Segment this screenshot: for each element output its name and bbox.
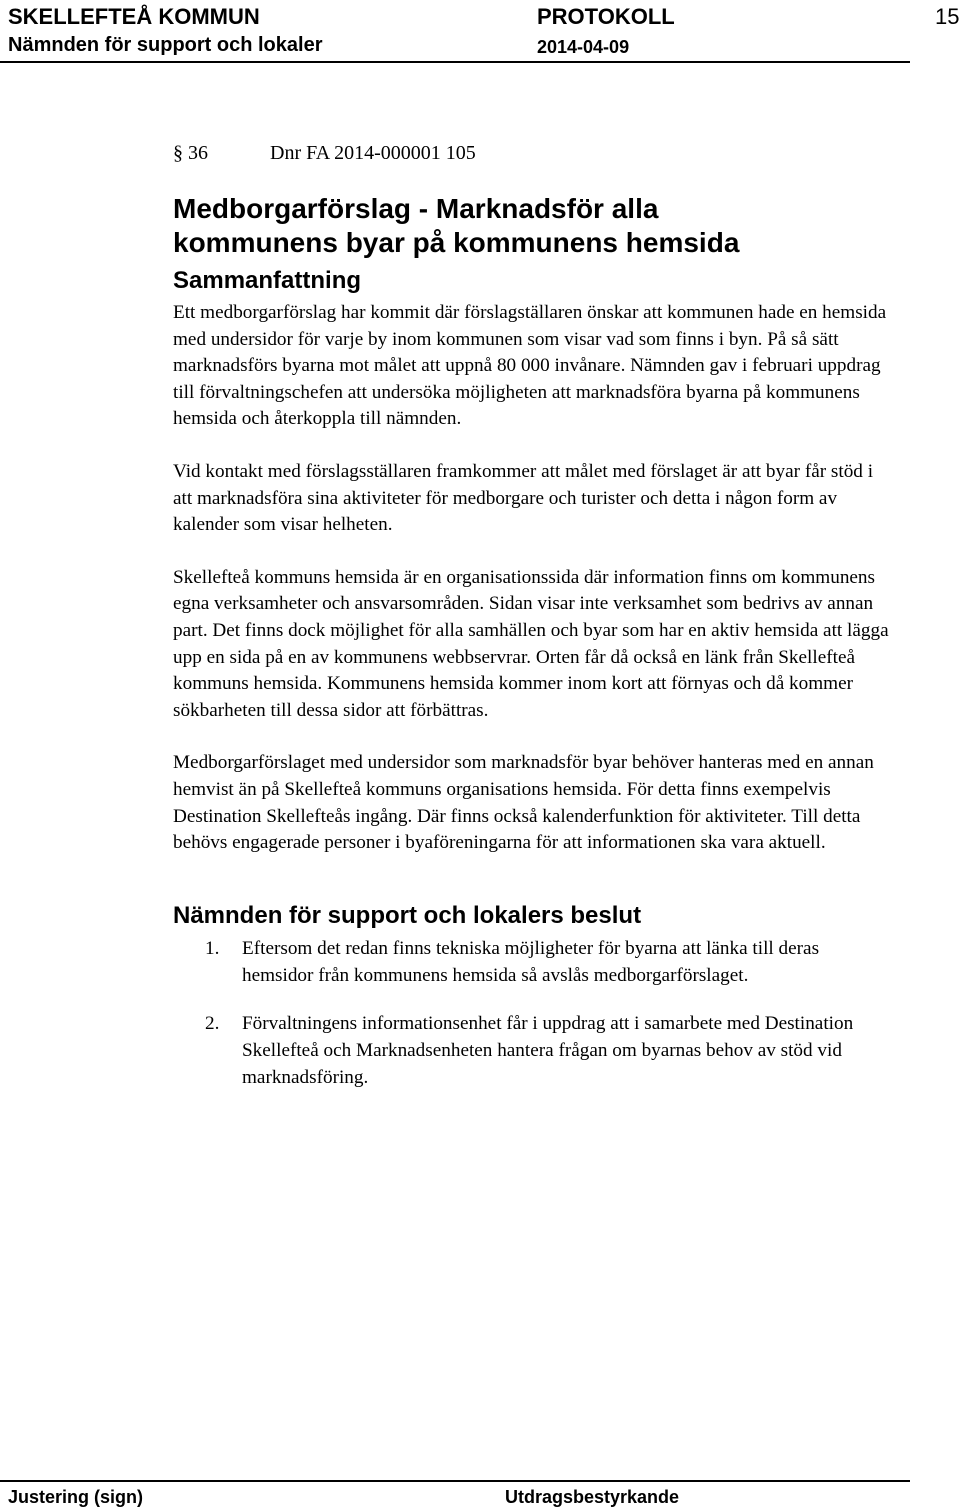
- committee-name: Nämnden för support och lokaler: [8, 34, 323, 56]
- page-header: [0, 0, 960, 62]
- section-symbol: §: [173, 142, 183, 164]
- header-rule: [0, 61, 910, 63]
- main-content: [173, 139, 893, 1112]
- decision-heading: Nämnden för support och lokalers beslut: [173, 901, 642, 929]
- decision-item-text: Förvaltningens informationsenhet får i uppdrag att i samarbete med Destination Skellefteå och Marknadsenheten hantera frågan om byarnas behov av stöd vid marknadsföring.: [242, 1012, 854, 1089]
- paragraph-reference: [173, 139, 893, 167]
- summary-paragraph: Skellefteå kommuns hemsida är en organisationssida där information finns om kommunens egna verksamheter och ansvarsområden. Sidan visar inte verksamhet som bedrivs av annan part. Det finns dock möjlighet för alla samhällen och byar som har en aktiv hemsida att lägga upp en sida på en av kommunens webbservrar. Orten får då också en länk från Skellefteå kommuns hemsida. Kommunens hemsida kommer inom kort att förnyas och då kommer sökbarheten till dessa sidor att förbättras.: [173, 566, 889, 721]
- summary-paragraph: Vid kontakt med förslagsställaren framkommer att målet med förslaget är att byar får stöd i att marknadsföra sina aktiviteter för medborgare och turister och detta i någon form av kalender som visar helheten.: [173, 460, 874, 536]
- utdrag-label: Utdragsbestyrkande: [505, 1487, 680, 1507]
- footer-rule: [0, 1480, 910, 1482]
- summary-paragraph: Medborgarförslaget med undersidor som marknadsför byar behöver hanteras med en annan hemvist än på Skellefteå kommuns organisations hemsida. För detta finns exempelvis Destination Skellefteås ingång. Där finns också kalenderfunktion för aktiviteter. Till detta behövs engagerade personer i byaföreningarna för att informationen ska vara aktuell.: [173, 752, 874, 854]
- diary-number: Dnr FA 2014-000001 105: [270, 142, 476, 164]
- item-title: [173, 192, 893, 260]
- document-type: PROTOKOLL: [537, 4, 675, 29]
- item-title-line-2: kommunens byar på kommunens hemsida: [173, 227, 740, 258]
- item-title-line-1: Medborgarförslag - Marknadsför alla: [173, 193, 659, 224]
- meeting-date: 2014-04-09: [537, 37, 630, 57]
- decision-item: [173, 1010, 893, 1092]
- decision-item-number: 1.: [205, 937, 220, 959]
- decision-item-number: 2.: [205, 1012, 220, 1034]
- page-footer: [0, 1478, 960, 1508]
- summary-heading: Sammanfattning: [173, 267, 362, 294]
- justering-label: Justering (sign): [8, 1487, 144, 1507]
- page-number: 15: [935, 4, 960, 29]
- paragraph-number: 36: [188, 142, 208, 164]
- decision-list: [173, 935, 893, 1092]
- decision-item: [173, 935, 893, 990]
- summary-paragraph: Ett medborgarförslag har kommit där förslagställaren önskar att kommunen hade en hemsida med undersidor för varje by inom kommunen som visar vad som finns i byn. På så sätt marknadsförs byarna mot målet att uppnå 80 000 invånare. Nämnden gav i februari uppdrag till förvaltningschefen att undersöka möjligheten att marknadsföra byarna på kommunens hemsida och återkoppla till nämnden.: [173, 302, 887, 430]
- org-name: SKELLEFTEÅ KOMMUN: [8, 4, 260, 29]
- decision-item-text: Eftersom det redan finns tekniska möjligheter för byarna att länka till deras hemsidor från kommunens hemsida så avslås medborgarförslaget.: [242, 937, 820, 987]
